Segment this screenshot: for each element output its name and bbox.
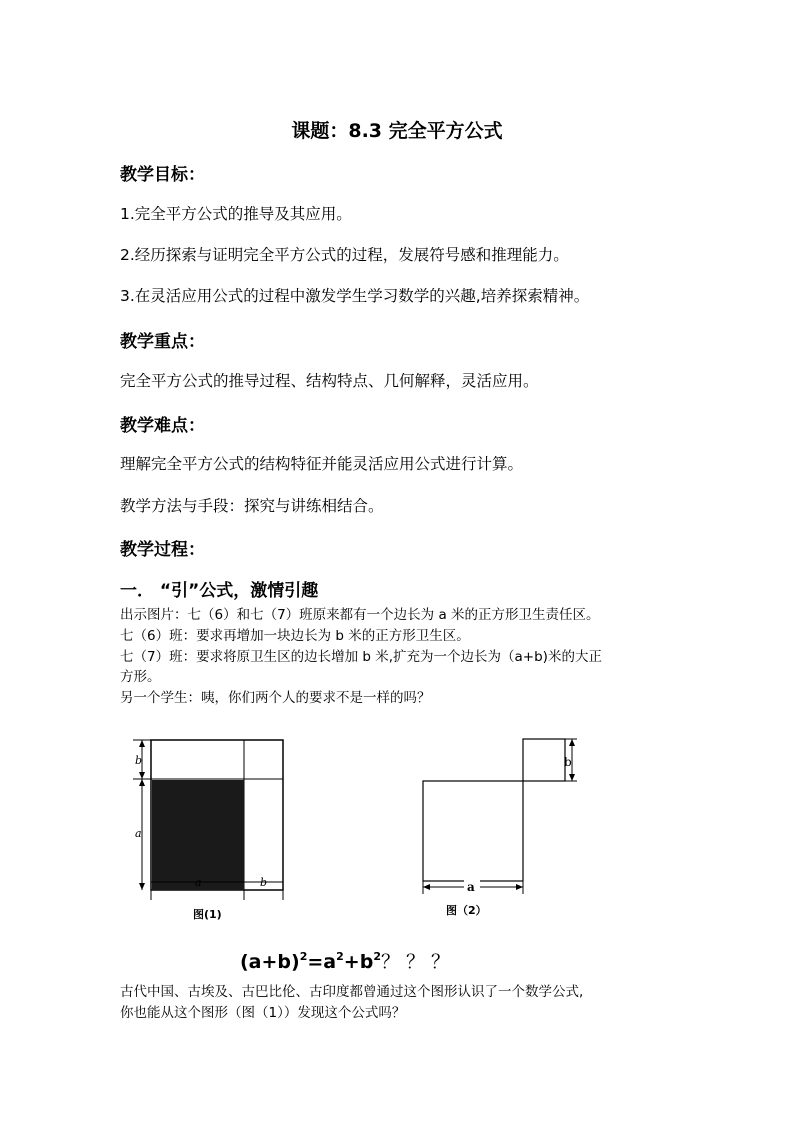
process-line-1: 出示图片：七（6）和七（7）班原来都有一个边长为 a 米的正方形卫生责任区。 xyxy=(120,607,600,623)
section-1-title: 一． “引”公式，激情引趣 xyxy=(120,581,319,601)
fig1-label-a-side: a xyxy=(135,827,142,840)
square-a xyxy=(423,781,523,881)
key-points-heading: 教学重点： xyxy=(120,332,205,352)
objective-item-3: 3.在灵活应用公式的过程中激发学生学习数学的兴趣,培养探索精神。 xyxy=(120,287,590,305)
process-line-5: 另一个学生：咦，你们两个人的要求不是一样的吗？ xyxy=(120,690,431,706)
process-line-2: 七（6）班：要求再增加一块边长为 b 米的正方形卫生区。 xyxy=(120,628,470,644)
formula-plus-b: +b xyxy=(343,951,374,973)
objective-item-2: 2.经历探索与证明完全平方公式的过程，发展符号感和推理能力。 xyxy=(120,246,569,264)
formula-exp-3: 2 xyxy=(373,950,381,963)
fig1-label-a-bottom: a xyxy=(195,876,202,889)
fig1-label-b-bottom: b xyxy=(260,876,268,889)
figure-2-caption: 图（2） xyxy=(446,904,487,917)
fig1-label-b-side: b xyxy=(135,754,143,767)
process-line-3: 七（7）班：要求将原卫生区的边长增加 b 米,扩充为一个边长为（a+b)米的大正 xyxy=(120,649,602,665)
objective-item-1: 1.完全平方公式的推导及其应用。 xyxy=(120,205,352,223)
formula-mid: =a xyxy=(307,951,337,973)
figure-1-diagram xyxy=(125,732,300,927)
fig2-label-a: a xyxy=(467,880,475,894)
figure-1-caption: 图(1) xyxy=(193,908,222,921)
shaded-square-a xyxy=(152,780,244,890)
formula-exp-2: 2 xyxy=(336,950,344,963)
difficulties-heading: 教学难点： xyxy=(120,416,205,436)
formula-question-marks: ？ ？ ？ xyxy=(380,951,451,973)
formula-lhs: (a+b) xyxy=(240,951,300,973)
square-b xyxy=(523,739,565,781)
key-points-text: 完全平方公式的推导过程、结构特点、几何解释，灵活应用。 xyxy=(120,372,539,390)
process-line-4: 方形。 xyxy=(120,669,161,685)
closing-line-1: 古代中国、古埃及、古巴比伦、古印度都曾通过这个图形认识了一个数学公式, xyxy=(120,984,584,1000)
formula-exp-1: 2 xyxy=(299,950,308,963)
figure-2-diagram xyxy=(412,732,587,902)
difficulties-text: 理解完全平方公式的结构特征并能灵活应用公式进行计算。 xyxy=(120,455,524,473)
formula xyxy=(240,947,450,974)
closing-line-2: 你也能从这个图形（图（1））发现这个公式吗？ xyxy=(120,1005,406,1021)
methods-text: 教学方法与手段：探究与讲练相结合。 xyxy=(120,497,384,515)
page-title: 课题：8.3 完全平方公式 xyxy=(291,120,503,142)
fig2-label-b: b xyxy=(564,755,572,769)
process-heading: 教学过程： xyxy=(120,540,205,560)
objectives-heading: 教学目标： xyxy=(120,165,205,185)
